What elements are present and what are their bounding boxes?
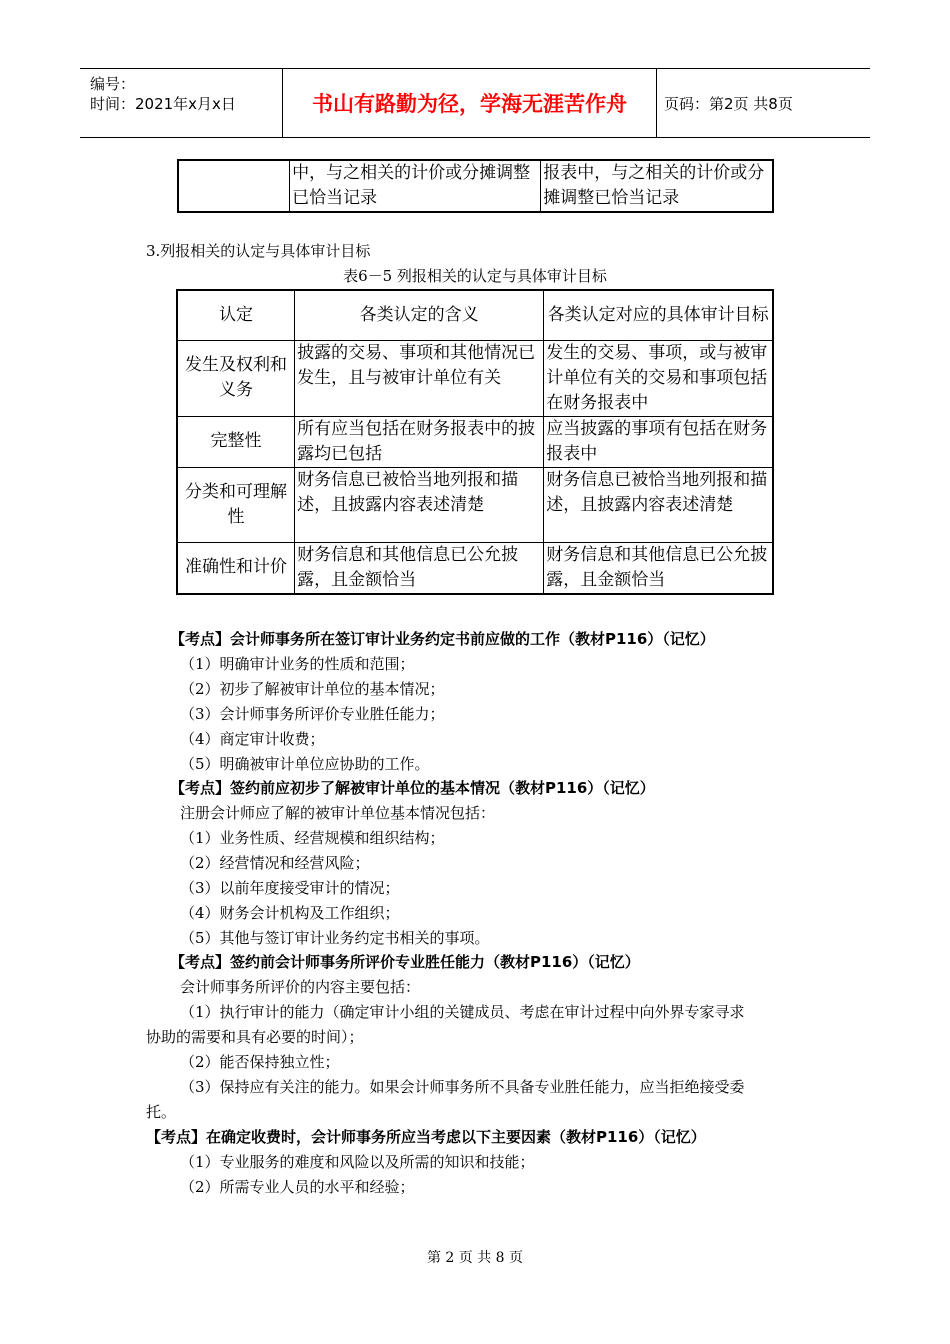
point-intro: 注册会计师应了解的被审计单位基本情况包括： [180, 804, 496, 822]
table-cell: 中，与之相关的计价或分摊调整已恰当记录 [290, 160, 541, 212]
point-intro: 会计师事务所评价的内容主要包括： [180, 978, 421, 996]
table-cell: 财务信息和其他信息已公允披露，且金额恰当 [544, 542, 773, 594]
list-item: （1）业务性质、经营规模和组织结构； [180, 829, 445, 847]
point-title: 【考点】签约前会计师事务所评价专业胜任能力（教材P116）（记忆） [170, 953, 640, 971]
table-row [177, 467, 773, 542]
list-item: （3）会计师事务所评价专业胜任能力； [180, 705, 445, 723]
table-row [177, 340, 773, 416]
table-cell: 所有应当包括在财务报表中的披露均已包括 [295, 416, 544, 467]
table-cell: 披露的交易、事项和其他情况已发生，且与被审计单位有关 [295, 340, 544, 416]
time-label: 时间：2021年x月x日 [90, 95, 236, 113]
table-cell [178, 160, 290, 212]
list-item: （3）以前年度接受审计的情况； [180, 879, 400, 897]
table-cell: 报表中，与之相关的计价或分摊调整已恰当记录 [541, 160, 773, 212]
header-left-cell [80, 69, 283, 137]
list-item: （2）初步了解被审计单位的基本情况； [180, 680, 445, 698]
point-title: 【考点】签约前应初步了解被审计单位的基本情况（教材P116）（记忆） [170, 779, 655, 797]
list-item: （5）明确被审计单位应协助的工作。 [180, 755, 430, 773]
table-cell: 发生的交易、事项，或与被审计单位有关的交易和事项包括在财务报表中 [544, 340, 773, 416]
list-item: （5）其他与签订审计业务约定书相关的事项。 [180, 929, 490, 947]
list-item: （2）所需专业人员的水平和经验； [180, 1178, 415, 1196]
point-title: 【考点】会计师事务所在签订审计业务约定书前应做的工作（教材P116）（记忆） [170, 630, 715, 648]
table-cell: 准确性和计价 [177, 542, 295, 594]
list-item: （3）保持应有关注的能力。如果会计师事务所不具备专业胜任能力，应当拒绝接受委 [180, 1078, 745, 1096]
list-item-continuation: 协助的需要和具有必要的时间）； [146, 1028, 364, 1046]
column-header: 各类认定的含义 [295, 290, 544, 340]
section-heading: 3.列报相关的认定与具体审计目标 [146, 242, 371, 260]
list-item: （2）能否保持独立性； [180, 1053, 340, 1071]
table-cell: 应当披露的事项有包括在财务报表中 [544, 416, 773, 467]
table-caption: 表6－5 列报相关的认定与具体审计目标 [343, 267, 607, 285]
table-row [178, 160, 773, 212]
table-cell: 分类和可理解性 [177, 467, 295, 542]
column-header: 认定 [177, 290, 295, 340]
number-label: 编号： [90, 75, 136, 93]
list-item: （4）财务会计机构及工作组织； [180, 904, 400, 922]
table-cell: 财务信息和其他信息已公允披露，且金额恰当 [295, 542, 544, 594]
point-title: 【考点】在确定收费时，会计师事务所应当考虑以下主要因素（教材P116）（记忆） [146, 1128, 706, 1146]
list-item: （1）执行审计的能力（确定审计小组的关键成员、考虑在审计过程中向外界专家寻求 [180, 1003, 745, 1021]
assertion-table [176, 289, 774, 595]
page-footer: 第 2 页 共 8 页 [426, 1250, 524, 1266]
table-row [177, 416, 773, 467]
column-header: 各类认定对应的具体审计目标 [544, 290, 773, 340]
page-header [80, 68, 870, 138]
list-item-continuation: 托。 [146, 1103, 177, 1121]
motto: 书山有路勤为径，学海无涯苦作舟 [283, 69, 657, 137]
page-info: 页码：第2页 共8页 [664, 94, 793, 113]
table-cell: 完整性 [177, 416, 295, 467]
table-cell: 财务信息已被恰当地列报和描述，且披露内容表述清楚 [544, 467, 773, 542]
list-item: （1）明确审计业务的性质和范围； [180, 655, 415, 673]
table-cell: 发生及权利和义务 [177, 340, 295, 416]
table-header-row [177, 290, 773, 340]
continued-table [177, 159, 774, 213]
table-row [177, 542, 773, 594]
list-item: （2）经营情况和经营风险； [180, 854, 370, 872]
list-item: （4）商定审计收费； [180, 730, 325, 748]
list-item: （1）专业服务的难度和风险以及所需的知识和技能； [180, 1153, 535, 1171]
table-cell: 财务信息已被恰当地列报和描述，且披露内容表述清楚 [295, 467, 544, 542]
